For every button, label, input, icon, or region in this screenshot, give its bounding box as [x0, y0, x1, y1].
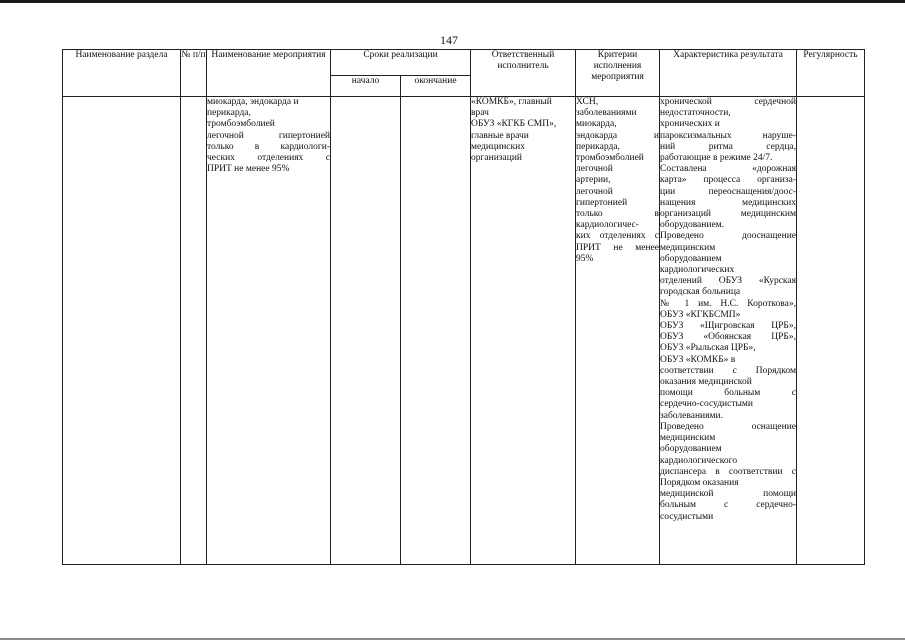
header-activity-name: Наименование мероприятия — [207, 50, 331, 97]
text-line: ческих отделениях с — [207, 153, 330, 164]
text-line: медицинской помощи — [660, 489, 796, 500]
text-line: ПРИТ не менее — [576, 242, 659, 253]
text-line: кардиологичес- — [576, 220, 639, 231]
cell-start — [331, 97, 401, 565]
text-line: легочной — [576, 186, 613, 197]
text-line: пароксизмальных наруше- — [660, 130, 796, 141]
text-line: Порядком оказания — [660, 477, 739, 488]
text-line: главные врачи — [471, 130, 529, 141]
cell-number — [181, 97, 207, 565]
text-line: ции переоснащения/доос- — [660, 186, 796, 197]
text-line: № 1 им. Н.С. Короткова», — [660, 298, 796, 309]
text-line: медицинским — [660, 433, 716, 444]
text-line: медицинских — [471, 141, 525, 152]
cell-section-name — [63, 97, 181, 565]
text-line: гипертонией — [576, 197, 628, 208]
text-line: ких отделениях с — [576, 231, 659, 242]
text-line: легочной гипертонией — [207, 130, 330, 141]
text-line: только в кардиологи- — [207, 141, 330, 152]
header-deadlines: Сроки реализации — [331, 50, 471, 76]
text-line: оборудованием. — [660, 220, 725, 231]
text-line: диспансера в соответствии с — [660, 466, 796, 477]
header-section-name: Наименование раздела — [63, 50, 181, 97]
text-line: оборудованием — [660, 444, 722, 455]
text-line: «КОМКБ», главный — [471, 97, 552, 107]
header-number: № п/п — [181, 50, 207, 97]
text-line: кардиологического — [660, 455, 738, 466]
text-line: помощи больным с — [660, 388, 796, 399]
text-line: перикарда, — [576, 141, 620, 152]
text-line: ОБУЗ «КГКБ СМП», — [471, 119, 557, 130]
header-start: начало — [331, 76, 401, 97]
text-line: карта» процесса организа- — [660, 175, 796, 186]
text-line: ОБУЗ «КГКБСМП» — [660, 309, 741, 320]
text-line: нащения медицинских — [660, 197, 796, 208]
text-line: артерии, — [576, 175, 611, 186]
text-line: больным с сердечно- — [660, 500, 796, 511]
header-end: окончание — [401, 76, 471, 97]
cell-criteria — [576, 97, 660, 565]
header-responsible: Ответственный исполнитель — [471, 50, 576, 97]
header-result: Характеристика результата — [660, 50, 797, 97]
text-line: оборудованием — [660, 253, 722, 264]
text-line: тромбоэмболией — [576, 153, 644, 164]
text-line: врач — [471, 108, 489, 119]
cell-activity-name — [207, 97, 331, 565]
text-line: городская больница — [660, 287, 741, 298]
text-line: недостаточности, — [660, 108, 731, 119]
text-line: кардиологических — [660, 265, 735, 276]
header-criteria: Критерии исполнения мероприятия — [576, 50, 660, 97]
text-line: Проведено дооснащение — [660, 231, 796, 242]
text-line: хронических и — [660, 119, 720, 130]
text-line: Проведено оснащение — [660, 421, 796, 432]
text-line: 95% — [576, 253, 594, 264]
text-line: ний ритма сердца, — [660, 141, 796, 152]
text-line: ОБУЗ «КОМКБ» в — [660, 354, 736, 365]
cell-regularity — [797, 97, 865, 565]
activity-table — [62, 49, 865, 565]
cell-result — [660, 97, 797, 565]
text-line: хронической сердечной — [660, 97, 796, 107]
text-line: ПРИТ не менее 95% — [207, 164, 290, 175]
text-line: сердечно-сосудистыми — [660, 399, 753, 410]
text-line: эндокарда и — [576, 130, 659, 141]
text-line: Составлена «дорожная — [660, 164, 796, 175]
text-line: отделений ОБУЗ «Курская — [660, 276, 796, 287]
text-line: заболеваниями. — [660, 410, 723, 421]
text-line: легочной — [576, 164, 613, 175]
text-line: работающие в режиме 24/7. — [660, 153, 773, 164]
text-line: миокарда, — [576, 119, 617, 130]
text-line: организаций — [471, 153, 523, 164]
table-row — [63, 97, 865, 565]
text-line: перикарда, — [207, 108, 251, 119]
top-border-line — [0, 0, 905, 3]
cell-end — [401, 97, 471, 565]
text-line: ОБУЗ «Щигровская ЦРБ», — [660, 321, 796, 332]
text-line: миокарда, эндокарда и — [207, 97, 299, 107]
text-line: ХСН, — [576, 97, 599, 107]
text-line: ОБУЗ «Рыльская ЦРБ», — [660, 343, 756, 354]
text-line: ОБУЗ «Обоянская ЦРБ», — [660, 332, 796, 343]
text-line: медицинским — [660, 242, 716, 253]
text-line: соответствии с Порядком — [660, 365, 796, 376]
header-regularity: Регулярность — [797, 50, 865, 97]
text-line: сосудистыми — [660, 511, 714, 522]
cell-responsible — [471, 97, 576, 565]
text-line: заболеваниями — [576, 108, 637, 119]
text-line: тромбоэмболией — [207, 119, 275, 130]
text-line: организаций медицинским — [660, 209, 796, 220]
page-number: 147 — [440, 33, 458, 47]
text-line: оказания медицинской — [660, 377, 752, 388]
text-line: только в — [576, 209, 659, 220]
